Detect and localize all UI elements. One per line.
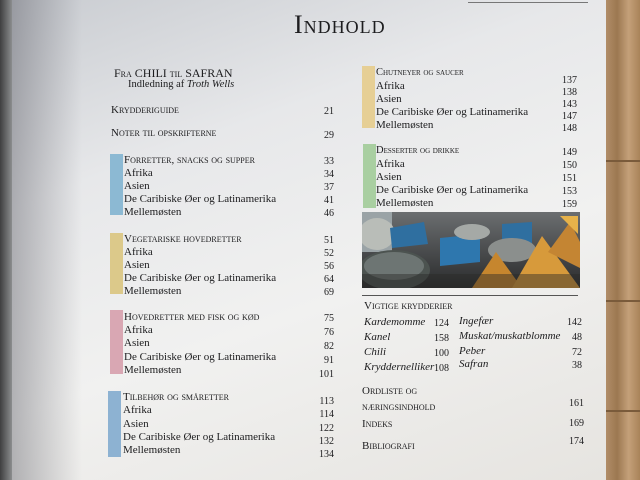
toc-subentry[interactable]: Asien bbox=[124, 259, 150, 271]
page-number: 159 bbox=[562, 199, 577, 210]
toc-subentry[interactable]: De Caribiske Øer og Latinamerika bbox=[124, 193, 277, 205]
toc-entry-naeringsindhold[interactable]: næringsindhold bbox=[362, 401, 436, 413]
toc-subentry[interactable]: Afrika bbox=[123, 404, 152, 416]
page-number: 137 bbox=[562, 75, 577, 86]
spices-heading: Vigtige krydderier bbox=[364, 300, 453, 312]
section-title[interactable]: Vegetariske hovedretter bbox=[124, 233, 242, 245]
toc-entry-krydderiguide[interactable]: Krydderiguide bbox=[111, 104, 179, 116]
spice-entry[interactable]: Ingefær bbox=[459, 315, 494, 327]
page-number: 158 bbox=[434, 333, 449, 344]
toc-subentry[interactable]: Afrika bbox=[376, 158, 405, 170]
page-number: 108 bbox=[434, 363, 449, 374]
toc-entry-bibliografi[interactable]: Bibliografi bbox=[362, 440, 415, 452]
spice-entry[interactable]: Chili bbox=[364, 346, 387, 358]
spice-market-photo bbox=[362, 212, 580, 288]
toc-subentry[interactable]: Afrika bbox=[124, 246, 153, 258]
section-color-bar bbox=[108, 391, 121, 457]
page-number: 72 bbox=[572, 347, 582, 358]
page-number: 33 bbox=[324, 156, 334, 167]
page-number: 138 bbox=[562, 87, 577, 98]
toc-subentry[interactable]: De Caribiske Øer og Latinamerika bbox=[376, 106, 529, 118]
page-number: 151 bbox=[562, 173, 577, 184]
page-number: 147 bbox=[562, 111, 577, 122]
page-number: 100 bbox=[434, 348, 449, 359]
toc-subentry[interactable]: Asien bbox=[376, 93, 402, 105]
toc-subentry[interactable]: Asien bbox=[124, 180, 150, 192]
section-title[interactable]: Desserter og drikke bbox=[376, 145, 460, 156]
page-number: 161 bbox=[569, 398, 584, 409]
wooden-table bbox=[602, 0, 640, 480]
page-number: 174 bbox=[569, 436, 584, 447]
spice-entry[interactable]: Kanel bbox=[364, 331, 391, 343]
toc-subentry[interactable]: Mellemøsten bbox=[376, 197, 434, 209]
toc-subentry[interactable]: De Caribiske Øer og Latinamerika bbox=[123, 431, 276, 443]
toc-subentry[interactable]: Mellemøsten bbox=[376, 119, 434, 131]
page-number: 142 bbox=[567, 317, 582, 328]
spice-entry[interactable]: Muskat/muskatblomme bbox=[459, 330, 561, 342]
page-number: 64 bbox=[324, 274, 334, 285]
page-number: 75 bbox=[324, 313, 334, 324]
page-number: 114 bbox=[319, 409, 334, 420]
section-color-bar bbox=[110, 154, 123, 215]
toc-subentry[interactable]: Mellemøsten bbox=[124, 364, 182, 376]
toc-subentry[interactable]: Mellemøsten bbox=[124, 285, 182, 297]
page-number: 82 bbox=[324, 341, 334, 352]
page-number: 21 bbox=[324, 106, 334, 117]
page-number: 38 bbox=[572, 360, 582, 371]
toc-entry-ordliste[interactable]: Ordliste og bbox=[362, 385, 418, 397]
page-number: 149 bbox=[562, 147, 577, 158]
page-number: 148 bbox=[562, 123, 577, 134]
spice-entry[interactable]: Peber bbox=[459, 345, 486, 357]
book-page bbox=[12, 0, 606, 480]
spice-entry[interactable]: Kryddernelliker bbox=[364, 361, 435, 373]
page-number: 122 bbox=[319, 423, 334, 434]
page-number: 153 bbox=[562, 186, 577, 197]
page-number: 34 bbox=[324, 169, 334, 180]
page-number: 76 bbox=[324, 327, 334, 338]
page-number: 56 bbox=[324, 261, 334, 272]
toc-subentry[interactable]: Afrika bbox=[124, 324, 153, 336]
intro-subtitle: Indledning af Troth Wells bbox=[128, 79, 235, 90]
toc-subentry[interactable]: Afrika bbox=[376, 80, 405, 92]
page-number: 51 bbox=[324, 235, 334, 246]
toc-subentry[interactable]: Afrika bbox=[124, 167, 153, 179]
page-title: Indhold bbox=[294, 10, 386, 39]
page-number: 48 bbox=[572, 332, 582, 343]
toc-entry-noter[interactable]: Noter til opskrifterne bbox=[111, 127, 217, 139]
section-title[interactable]: Chutneyer og saucer bbox=[376, 67, 464, 78]
page-number: 132 bbox=[319, 436, 334, 447]
page-number: 46 bbox=[324, 208, 334, 219]
toc-subentry[interactable]: De Caribiske Øer og Latinamerika bbox=[376, 184, 529, 196]
intro-heading: Fra CHILI til SAFRAN bbox=[114, 66, 233, 80]
page-number: 29 bbox=[324, 130, 334, 141]
section-title[interactable]: Hovedretter med fisk og kød bbox=[124, 311, 260, 323]
toc-subentry[interactable]: Mellemøsten bbox=[123, 444, 181, 456]
toc-subentry[interactable]: De Caribiske Øer og Latinamerika bbox=[124, 351, 277, 363]
page-number: 134 bbox=[319, 449, 334, 460]
toc-subentry[interactable]: Asien bbox=[376, 171, 402, 183]
section-color-bar bbox=[110, 310, 123, 374]
spice-entry[interactable]: Kardemomme bbox=[364, 316, 426, 328]
page-number: 101 bbox=[319, 369, 334, 380]
page-number: 124 bbox=[434, 318, 449, 329]
toc-subentry[interactable]: Asien bbox=[124, 337, 150, 349]
section-title[interactable]: Forretter, snacks og supper bbox=[124, 154, 255, 166]
page-number: 69 bbox=[324, 287, 334, 298]
divider bbox=[362, 295, 578, 296]
page-number: 150 bbox=[562, 160, 577, 171]
toc-subentry[interactable]: De Caribiske Øer og Latinamerika bbox=[124, 272, 277, 284]
page-number: 41 bbox=[324, 195, 334, 206]
page-number: 52 bbox=[324, 248, 334, 259]
spice-entry[interactable]: Safran bbox=[459, 358, 489, 370]
page-number: 37 bbox=[324, 182, 334, 193]
section-color-bar bbox=[362, 66, 375, 128]
page-number: 113 bbox=[319, 396, 334, 407]
toc-subentry[interactable]: Mellemøsten bbox=[124, 206, 182, 218]
section-color-bar bbox=[110, 233, 123, 294]
toc-subentry[interactable]: Asien bbox=[123, 418, 149, 430]
page-number: 169 bbox=[569, 418, 584, 429]
page-number: 91 bbox=[324, 355, 334, 366]
section-title[interactable]: Tilbehør og småretter bbox=[123, 391, 229, 403]
page-number: 143 bbox=[562, 99, 577, 110]
toc-entry-indeks[interactable]: Indeks bbox=[362, 418, 393, 430]
binding-shadow bbox=[0, 0, 12, 480]
section-color-bar bbox=[363, 144, 376, 208]
